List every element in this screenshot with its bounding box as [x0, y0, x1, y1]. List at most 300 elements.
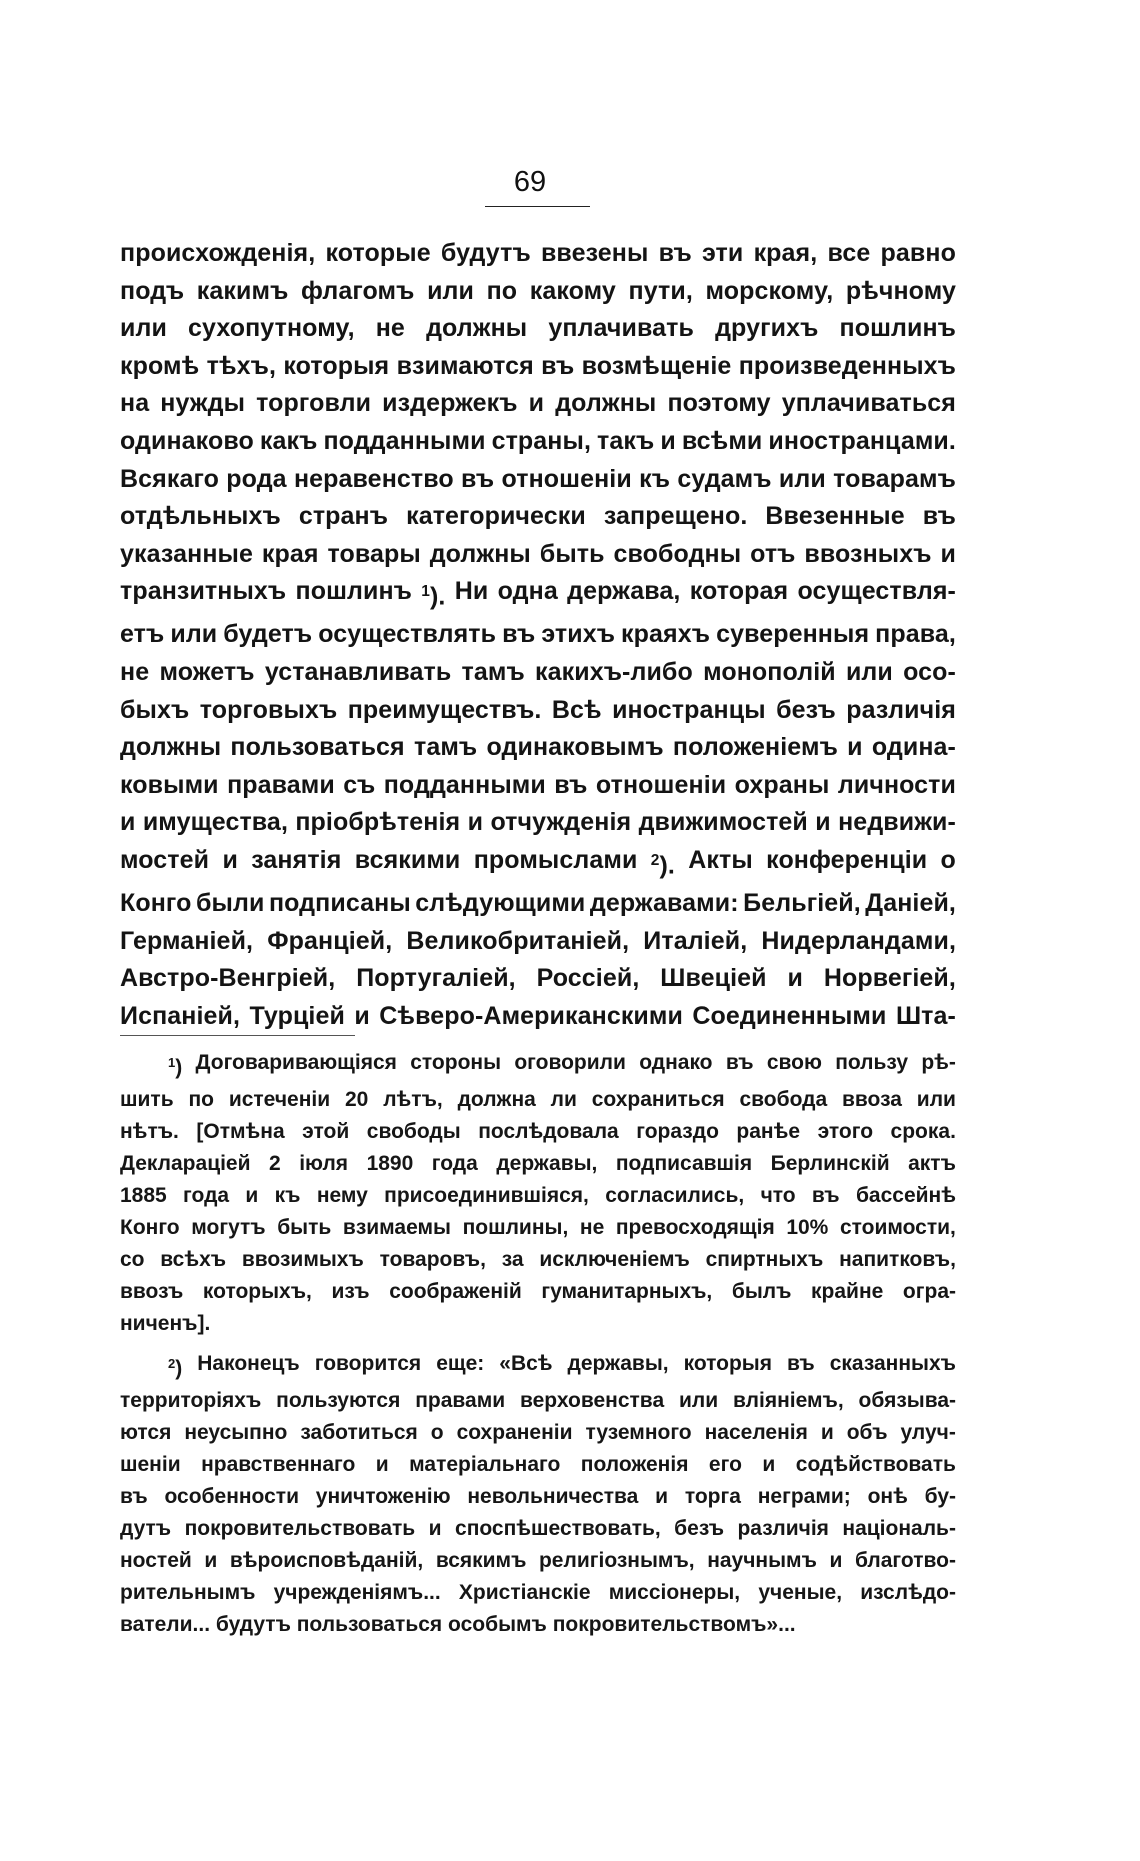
footnote-1 — [120, 1047, 956, 1340]
word: пользоваться — [296, 1613, 443, 1637]
word: неравенство — [293, 464, 454, 493]
word: должна — [457, 1088, 536, 1112]
word: безъ — [674, 1517, 725, 1541]
word: ранѣе — [736, 1120, 801, 1144]
word: тамъ — [461, 658, 525, 687]
word: недвижи- — [838, 808, 956, 837]
word: положенія — [580, 1453, 689, 1477]
word: превосходящія — [615, 1216, 775, 1240]
text-line — [120, 842, 956, 885]
word: свобода — [739, 1088, 828, 1112]
footnote-ref: 2 — [650, 852, 660, 870]
footnote-2 — [120, 1348, 956, 1641]
word: не — [579, 1216, 605, 1240]
word: Турціей — [249, 1001, 345, 1030]
word: крайне — [811, 1280, 884, 1304]
word: миссіонеры, — [608, 1581, 741, 1605]
word: державами: — [589, 889, 739, 918]
word: такъ — [597, 426, 655, 455]
word: произведенныхъ — [738, 351, 956, 380]
word: происхожденія, — [120, 239, 316, 267]
word: учрежденіямъ... — [273, 1581, 441, 1605]
word: и — [375, 1453, 389, 1477]
word: ватели... — [120, 1613, 211, 1637]
word: рѣ- — [921, 1051, 956, 1074]
word: неграми; — [757, 1485, 851, 1509]
footnote-line — [120, 1148, 956, 1180]
word: всякимъ — [435, 1549, 527, 1573]
text-line — [120, 310, 956, 348]
word: и — [428, 1517, 442, 1541]
word: въ — [120, 1485, 148, 1509]
word: и — [467, 808, 484, 837]
word: запрещено. — [603, 502, 748, 531]
word: по — [486, 276, 518, 305]
word: 2 — [269, 1152, 281, 1176]
word: одина- — [871, 733, 956, 762]
word: особенности — [164, 1485, 299, 1509]
word: другихъ — [715, 314, 819, 343]
word: или — [916, 1088, 956, 1112]
word: транзитныхъ — [120, 577, 287, 606]
word: все — [827, 239, 871, 267]
word: говорится — [314, 1352, 422, 1376]
word: огра- — [902, 1280, 956, 1304]
word: покровительствомъ»... — [552, 1613, 796, 1637]
word: содѣйствовать — [795, 1453, 956, 1477]
word: шить — [120, 1088, 174, 1112]
word: правами — [415, 1389, 506, 1413]
word: или — [678, 1389, 719, 1413]
text-line — [120, 348, 956, 386]
word: рительнымъ — [120, 1581, 256, 1605]
footnote-line — [120, 1513, 956, 1545]
word: и — [528, 389, 545, 418]
word: уплачивать — [548, 314, 694, 343]
word: актъ — [908, 1152, 956, 1176]
word: и — [245, 1184, 259, 1208]
word: въ — [554, 770, 588, 799]
word: отъ — [750, 539, 796, 568]
word: сказанныхъ — [829, 1352, 956, 1376]
word: заботиться — [300, 1421, 418, 1445]
word: какимъ — [196, 276, 289, 305]
word: всѣхъ — [160, 1248, 227, 1272]
word: въ — [787, 1352, 815, 1376]
word: устанавливать — [264, 658, 452, 687]
word: Всѣ — [551, 695, 602, 724]
text-line — [120, 998, 956, 1036]
footnote-line — [120, 1609, 956, 1641]
text-line — [120, 573, 956, 616]
text-line — [120, 960, 956, 998]
word: послѣдовала — [478, 1120, 619, 1144]
word: іюля — [299, 1152, 349, 1176]
word: пользуются — [276, 1389, 401, 1413]
word: стороны — [410, 1051, 502, 1074]
word: нему — [316, 1184, 368, 1208]
word: года — [431, 1152, 478, 1176]
text-line — [120, 804, 956, 842]
word: нѣтъ. — [120, 1120, 179, 1144]
word: края, — [753, 239, 818, 267]
word: имущества, — [142, 808, 288, 837]
text-line — [120, 536, 956, 574]
word: свободны — [613, 539, 742, 568]
word: державы, — [567, 1352, 669, 1376]
word: въ — [811, 1184, 840, 1208]
word: или — [845, 658, 893, 687]
word: въ — [541, 351, 575, 380]
word: 10% — [786, 1216, 829, 1240]
word: Наконецъ — [197, 1352, 300, 1376]
footnote-ref: 1 — [421, 583, 430, 601]
word: ностей — [120, 1549, 192, 1573]
page-number-rule — [485, 206, 590, 207]
word: [Отмѣна — [196, 1120, 285, 1144]
word: шеніи — [120, 1453, 181, 1477]
footnote-line — [120, 1577, 956, 1609]
word: занятія — [251, 846, 342, 875]
word: подписавшія — [615, 1152, 753, 1176]
word: Деклараціей — [120, 1152, 251, 1176]
word: Шта- — [895, 1001, 956, 1030]
word: и — [762, 1453, 776, 1477]
word: бу- — [924, 1485, 956, 1509]
word: одна — [497, 577, 558, 606]
word: и — [204, 1549, 218, 1573]
word: въ — [461, 464, 495, 493]
word: невольничества — [467, 1485, 639, 1509]
word: территоріяхъ — [120, 1389, 262, 1413]
word: нужды — [160, 389, 246, 418]
text-line — [120, 235, 956, 273]
word: особымъ — [448, 1613, 547, 1637]
footnote-line — [120, 1417, 956, 1449]
word: его — [708, 1453, 742, 1477]
word: къ — [274, 1184, 301, 1208]
word: безъ — [776, 695, 836, 724]
word: $^2$). — [650, 851, 675, 880]
word: этого — [817, 1120, 874, 1144]
footnote-line — [120, 1276, 956, 1308]
footnote-line — [120, 1116, 956, 1148]
text-line — [120, 729, 956, 767]
text-line — [120, 461, 956, 499]
word: суверенныя — [716, 620, 870, 649]
word: ковыми — [120, 770, 219, 799]
word: истеченіи — [228, 1088, 331, 1112]
word: религіознымъ, — [538, 1549, 695, 1573]
word: и — [829, 1549, 843, 1573]
word: не — [375, 314, 405, 343]
word: ниченъ]. — [120, 1312, 211, 1336]
word: свободы — [366, 1120, 461, 1144]
word: соображеній — [389, 1280, 522, 1304]
word: срока. — [890, 1120, 956, 1144]
word: державы, — [496, 1152, 598, 1176]
word: судамъ — [677, 464, 772, 493]
word: $^1$). — [421, 582, 446, 611]
word: указанные — [120, 539, 253, 568]
word: свою — [766, 1051, 822, 1074]
word: взимаемы — [342, 1216, 451, 1240]
word: со — [120, 1248, 145, 1272]
word: оговорили — [514, 1051, 626, 1074]
word: къ — [639, 464, 671, 493]
word: Ни — [454, 577, 489, 606]
word: уплачиваться — [781, 389, 956, 418]
word: вѣроисповѣданій, — [229, 1549, 424, 1573]
word: поэтому — [667, 389, 771, 418]
footnote-marker: $^2$) — [168, 1356, 183, 1381]
word: споспѣшествовать, — [455, 1517, 661, 1541]
word: о — [940, 846, 956, 875]
word: стоимости, — [839, 1216, 956, 1240]
word: ученые, — [758, 1581, 843, 1605]
word: въ — [725, 1051, 754, 1074]
text-line — [120, 423, 956, 461]
word: въ — [922, 502, 956, 531]
word: ввоза — [842, 1088, 902, 1112]
word: нравственнаго — [201, 1453, 356, 1477]
word: подъ — [120, 276, 185, 305]
word: пріобрѣтенія — [295, 808, 461, 837]
word: пользоваться — [230, 733, 405, 762]
text-line — [120, 767, 956, 805]
word: или — [170, 620, 218, 649]
word: быхъ — [120, 695, 190, 724]
word: и — [222, 846, 238, 875]
word: присоединившіяся, — [384, 1184, 589, 1208]
word: ются — [120, 1421, 172, 1445]
footnote-number: 1 — [168, 1055, 176, 1070]
word: конференціи — [766, 846, 928, 875]
word: 1885 — [120, 1184, 167, 1208]
word: напитковъ, — [839, 1248, 956, 1272]
word: какъ — [259, 426, 318, 455]
word: правами — [227, 770, 335, 799]
word: должны — [555, 389, 657, 418]
word: охраны — [734, 770, 830, 799]
word: сохраненіи — [456, 1421, 573, 1445]
word: права, — [875, 620, 956, 649]
word: слѣдующими — [415, 889, 586, 918]
word: одинаково — [120, 426, 254, 455]
word: благотво- — [854, 1549, 956, 1573]
word: Россіей, — [536, 964, 640, 993]
word: обязыва- — [858, 1389, 956, 1413]
word: всѣми — [681, 426, 763, 455]
word: спиртныхъ — [705, 1248, 824, 1272]
word: можетъ — [159, 658, 255, 687]
word: рода — [226, 464, 287, 493]
word: года — [183, 1184, 230, 1208]
word: движимостей — [638, 808, 808, 837]
word: 20 — [345, 1088, 369, 1112]
word: неусыпно — [184, 1421, 288, 1445]
word: краяхъ — [621, 620, 711, 649]
word: отношеніи — [595, 770, 727, 799]
word: сухопутному, — [188, 314, 355, 343]
word: мостей — [120, 846, 210, 875]
word: гораздо — [636, 1120, 719, 1144]
word: не — [120, 658, 150, 687]
footnote-number: 2 — [168, 1356, 176, 1372]
word: личности — [837, 770, 956, 799]
word: категорически — [406, 502, 586, 531]
footnote-line — [120, 1047, 956, 1084]
word: и — [120, 808, 136, 837]
word: какихъ-либо — [535, 658, 693, 687]
text-line — [120, 498, 956, 536]
word: тамъ — [413, 733, 478, 762]
text-line — [120, 692, 956, 730]
word: осо- — [903, 658, 956, 687]
word: взимаются — [396, 351, 534, 380]
word: рѣчному — [845, 276, 956, 305]
word: товары — [327, 539, 421, 568]
footnote-separator — [120, 1035, 355, 1036]
word: отношеніи — [501, 464, 632, 493]
text-line — [120, 273, 956, 311]
word: еще: — [436, 1352, 485, 1376]
word: которыя — [283, 351, 390, 380]
word: могутъ — [191, 1216, 266, 1240]
word: «Всѣ — [499, 1352, 553, 1376]
word: иностранцами. — [768, 426, 956, 455]
word: согласились, — [605, 1184, 745, 1208]
word: о — [430, 1421, 444, 1445]
word: національ- — [842, 1517, 956, 1541]
word: быть — [539, 539, 605, 568]
word: этихъ — [541, 620, 616, 649]
word: Франціей, — [267, 926, 393, 955]
word: должны — [426, 314, 528, 343]
word: по — [188, 1088, 214, 1112]
word: гуманитарныхъ, — [541, 1280, 713, 1304]
word: отчужденія — [490, 808, 632, 837]
word: различія — [737, 1517, 829, 1541]
word: края — [261, 539, 319, 568]
text-line — [120, 616, 956, 654]
word: торга — [684, 1485, 741, 1509]
word: иностранцы — [612, 695, 766, 724]
word: Христіанскіе — [458, 1581, 591, 1605]
word: и — [847, 733, 863, 762]
word: подписаны — [268, 889, 411, 918]
word: и — [655, 1485, 669, 1509]
footnote-line — [120, 1545, 956, 1577]
word: Германіей, — [120, 926, 254, 955]
word: Конго — [120, 1216, 180, 1240]
word: промыслами — [473, 846, 638, 875]
word: матеріальнаго — [409, 1453, 561, 1477]
word: научнымъ — [707, 1549, 817, 1573]
word: кромѣ — [120, 351, 200, 380]
word: морскому, — [705, 276, 834, 305]
word: Италіей, — [643, 926, 748, 955]
word: Акты — [688, 846, 753, 875]
word: будутъ — [440, 239, 531, 267]
text-line — [120, 385, 956, 423]
word: Ввезенные — [765, 502, 905, 531]
footnote-line — [120, 1244, 956, 1276]
word: пошлинъ — [295, 577, 412, 606]
word: подданными — [383, 770, 546, 799]
word: или — [120, 314, 167, 343]
word: верховенства — [520, 1389, 665, 1413]
word: пошлины, — [462, 1216, 569, 1240]
word: преимуществъ. — [347, 695, 542, 724]
word: Нидерландами, — [761, 926, 956, 955]
word: будетъ — [223, 620, 313, 649]
word: населенія — [704, 1421, 808, 1445]
word: Конго — [120, 889, 192, 918]
word: былъ — [731, 1280, 792, 1304]
word: пользу — [835, 1051, 909, 1074]
word: торговли — [256, 389, 372, 418]
word: и — [660, 426, 676, 455]
word: вліяніемъ, — [733, 1389, 844, 1413]
word: подданными — [323, 426, 486, 455]
word: и — [820, 1421, 834, 1445]
word: однако — [639, 1051, 713, 1074]
word: изъ — [331, 1280, 370, 1304]
footnote-line — [120, 1084, 956, 1116]
text-line — [120, 654, 956, 692]
text-line — [120, 923, 956, 961]
word: ввозъ — [120, 1280, 184, 1304]
word: Берлинскій — [770, 1152, 890, 1176]
word: ввезены — [540, 239, 649, 267]
word: Португаліей, — [356, 964, 516, 993]
word: онѣ — [867, 1485, 908, 1509]
word: равно — [880, 239, 956, 267]
word: улуч- — [900, 1421, 956, 1445]
word: одинаковымъ — [486, 733, 664, 762]
page-number: 69 — [513, 166, 547, 198]
word: 1890 — [366, 1152, 414, 1176]
word: етъ — [120, 620, 165, 649]
word: туземного — [585, 1421, 692, 1445]
word: сохраниться — [591, 1088, 725, 1112]
word: Швеціей — [660, 964, 767, 993]
word: уничтоженію — [315, 1485, 451, 1509]
footnote-line — [120, 1481, 956, 1513]
word: быть — [277, 1216, 332, 1240]
word: и — [354, 1001, 370, 1030]
word: Великобританіей, — [406, 926, 630, 955]
word: Норвегіей, — [823, 964, 956, 993]
word: бассейнѣ — [855, 1184, 956, 1208]
word: возмѣщеніе — [581, 351, 732, 380]
word: Бельгіей, — [743, 889, 861, 918]
footnote-line — [120, 1308, 956, 1340]
word: эти — [701, 239, 744, 267]
word: и — [815, 808, 831, 837]
word: страны, — [491, 426, 591, 455]
main-text — [120, 235, 956, 1036]
footnotes — [120, 1047, 956, 1649]
footnote-line — [120, 1449, 956, 1481]
word: будутъ — [215, 1613, 291, 1637]
word: или — [427, 276, 474, 305]
word: въ — [658, 239, 692, 267]
text-line — [120, 885, 956, 923]
word: флагомъ — [301, 276, 415, 305]
word: отдѣльныхъ — [120, 502, 281, 531]
